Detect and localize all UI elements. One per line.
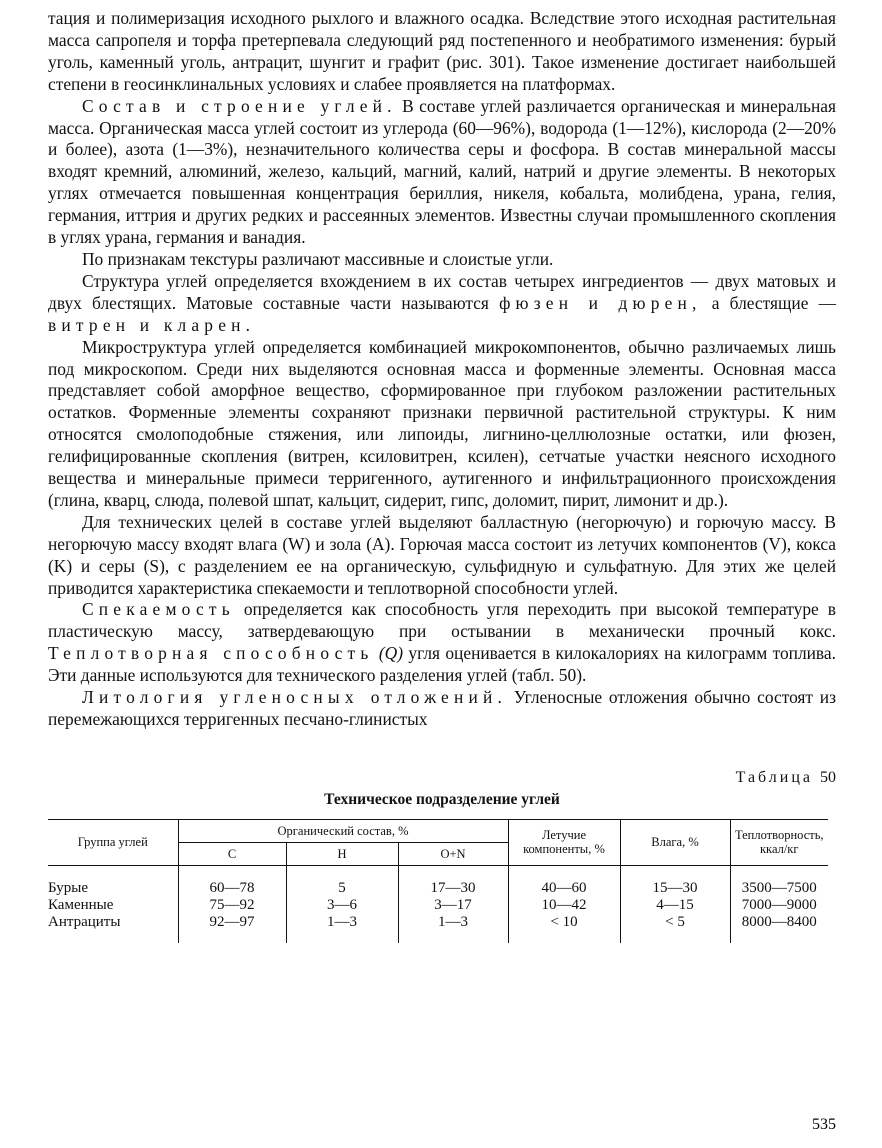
cell-c: 60—78 [178,865,286,897]
paragraph-structure-text-b: а блестящие — [701,292,836,313]
cell-volatile: < 10 [508,914,620,943]
header-moisture: Влага, % [620,819,730,865]
symbol-q: (Q) [378,643,404,664]
coal-classification-table [48,819,828,943]
paragraph-microstructure [48,337,836,512]
cell-on: 3—17 [398,897,508,914]
section-heading-composition: Состав и строение углей. [82,95,397,116]
cell-h: 5 [286,865,398,897]
table-caption [48,769,836,787]
paragraph-intro-text: тация и полимеризация исходного рыхлого и влажного осадка. Вследствие этого исходная растительная масса сапропеля и торфа претерпевала следующий ряд постепенного и необратимого изменения: бурый уголь, каменный уголь, антрацит, шунгит и графит (рис. 301). Такое изменение достигает наибольшей степени в геосинклинальных условиях и слабее проявляется на платформах. [48,8,836,94]
cell-moisture: 4—15 [620,897,730,914]
paragraph-intro [48,8,836,96]
table-row [48,865,828,897]
cell-heat: 8000—8400 [741,913,817,930]
cell-c: 92—97 [178,914,286,943]
term-calorific-value: Теплотворная способность [48,643,374,664]
header-heat: Теплотворность, ккал/кг [730,819,828,865]
header-organic: Органический состав, % [178,819,508,842]
paragraph-structure [48,271,836,337]
cell-group: Каменные [48,897,178,914]
paragraph-texture-text: По признакам текстуры различают массивные и слоистые угли. [82,248,554,269]
cell-group: Бурые [48,865,178,897]
paragraph-composition-text: В составе углей различается органическая и минеральная масса. Органическая масса углей состоит из углерода (60—96%), водорода (1—12%), кислорода (2—20% и более), азота (1—3%), незначительного количества серы и фосфора. В состав минеральной массы входят кремний, алюминий, железо, кальций, магний, калий, натрий и другие элементы. В некоторых углях отмечается повышенная концентрация бериллия, никеля, кобальта, молибдена, урана, гелия, германия, иттрия и других редких и рассеянных элементов. Известны случаи промышленного скопления в углях урана, германия и ванадия. [48,95,836,248]
paragraph-caking [48,599,836,687]
paragraph-technical-text: Для технических целей в составе углей выделяют балластную (негорючую) и горючую массу. В негорючую массу входят влага (W) и зола (A). Горючая масса состоит из летучих компонентов (V), кокса (K) и серы (S), с разделением ее на органическую, сульфидную и сульфатную. Для этих же целей приводится характеристика спекаемости и теплотворной способности углей. [48,511,836,598]
cell-on: 1—3 [398,914,508,943]
cell-on: 17—30 [398,865,508,897]
cell-moisture: 15—30 [620,865,730,897]
header-on: O+N [398,842,508,865]
section-heading-lithology: Литология угленосных отложений. [82,687,508,708]
cell-volatile: 40—60 [508,865,620,897]
paragraph-caking-text-a: определяется как способность угля переходить при высокой температуре в пластическую массу, затвердевающую при остывании в механически прочный кокс. [48,599,836,642]
cell-heat: 7000—9000 [741,896,817,913]
cell-c: 75—92 [178,897,286,914]
paragraph-microstructure-text: Микроструктура углей определяется комбинацией микрокомпонентов, обычно различаемых лишь под микроскопом. Среди них выделяются основная масса и форменные элементы. Основная масса представляет собой аморфное вещество, сформированное при глубоком разложении растительных остатков. Форменные элементы сохраняют признаки первичной растительной структуры. К ним относятся смолоподобные стяжения, или липоиды, лигнино-целлюлозные остатки, или фюзен, гелифицированные скопления (витрен, ксиловитрен, ксилен), сетчатые участки неясного исходного вещества и минеральные примеси терригенного, аутигенного и инфильтрационного происхождения (глина, кварц, слюда, полевой шпат, кальцит, сидерит, гипс, доломит, пирит, лимонит и др.). [48,336,836,510]
table-title: Техническое подразделение углей [324,790,560,808]
paragraph-caking-text-b: угля оценивается в килокалориях на килограмм топлива. Эти данные используются для технического разделения углей (табл. 50). [48,643,836,686]
paragraph-structure-text-a: Структура углей определяется вхождением в их состав четырех ингредиентов — двух матовых и двух блестящих. Матовые составные части называются [48,270,836,313]
cell-h: 1—3 [286,914,398,943]
cell-heat: 3500—7500 [741,879,817,896]
cell-volatile: 10—42 [508,897,620,914]
cell-h: 3—6 [286,897,398,914]
header-h: H [286,842,398,865]
cell-moisture: < 5 [620,914,730,943]
term-vitren-klaren: витрен и кларен. [48,314,256,335]
paragraph-technical [48,512,836,600]
table-row [48,897,828,914]
page-number: 535 [812,1116,836,1133]
table-row [48,914,828,943]
header-volatile: Летучие компоненты, % [508,819,620,865]
page-content [48,8,836,943]
cell-group: Антрациты [48,914,178,943]
term-fuzen-duren: фюзен и дюрен, [499,292,702,313]
paragraph-lithology-text: Угленосные отложения обычно состоят из перемежающихся терригенных песчано-глинистых [48,687,836,729]
table-caption-number: 50 [820,768,836,786]
header-c: C [178,842,286,865]
paragraph-lithology [48,687,836,731]
paragraph-texture [48,249,836,271]
header-group: Группа углей [48,819,178,865]
table-caption-word: Таблица [735,768,813,786]
term-caking: Спекаемость [82,599,235,620]
paragraph-composition [48,96,836,249]
